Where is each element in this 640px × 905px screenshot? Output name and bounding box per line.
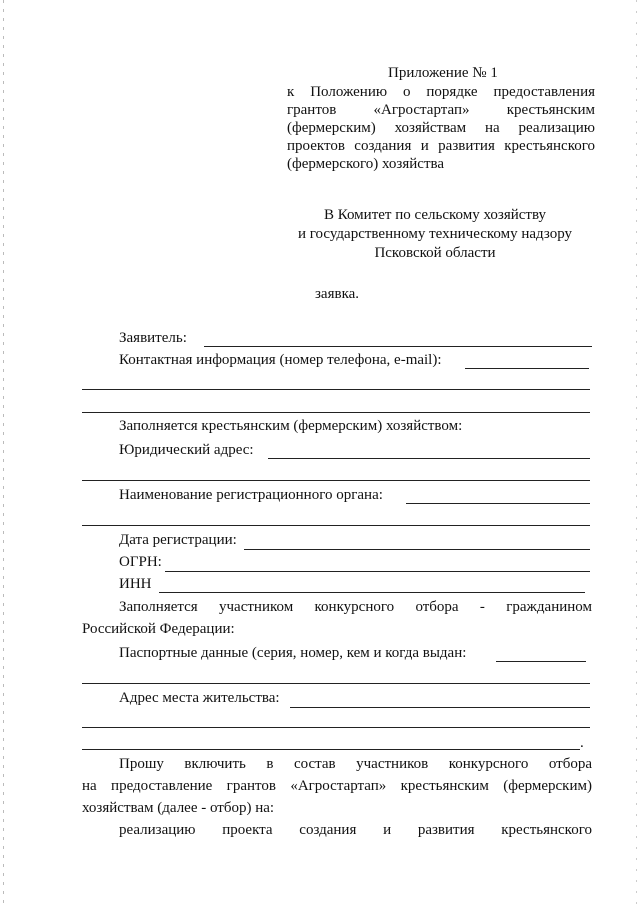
contact-extra-line-1[interactable] — [82, 389, 590, 390]
applicant-field-line[interactable] — [204, 346, 592, 347]
residence-address-label: Адрес места жительства: — [119, 690, 280, 706]
farm-section-heading: Заполняется крестьянским (фермерским) хозяйством: — [119, 418, 463, 434]
ogrn-label: ОГРН: — [119, 554, 162, 570]
residence-address-extra-line-1[interactable] — [82, 727, 590, 728]
scan-right-edge — [636, 0, 637, 905]
registration-body-extra-line[interactable] — [82, 525, 590, 526]
recipient-line-3: Псковской области — [374, 245, 496, 261]
contact-label: Контактная информация (номер телефона, e-mail): — [119, 352, 442, 368]
request-line-4: реализацию проекта создания и развития крестьянского — [119, 822, 592, 838]
annex-line-5: (фермерского) хозяйства — [287, 156, 445, 172]
citizen-section-heading-line-2: Российской Федерации: — [82, 621, 235, 637]
trailing-period: . — [580, 735, 584, 751]
contact-field-line[interactable] — [465, 368, 589, 369]
recipient-line-1: В Комитет по сельскому хозяйству — [323, 207, 547, 223]
passport-extra-line[interactable] — [82, 683, 590, 684]
request-line-3: хозяйствам (далее - отбор) на: — [82, 800, 275, 816]
annex-line-3: (фермерским) хозяйствам на реализацию — [287, 120, 595, 136]
recipient-line-2: и государственному техническому надзору — [297, 226, 573, 242]
registration-body-label: Наименование регистрационного органа: — [119, 487, 383, 503]
annex-title: Приложение № 1 — [388, 65, 498, 81]
passport-label: Паспортные данные (серия, номер, кем и когда выдан: — [119, 645, 467, 661]
contact-extra-line-2[interactable] — [82, 412, 590, 413]
inn-label: ИНН — [119, 576, 152, 592]
passport-field-line[interactable] — [496, 661, 586, 662]
legal-address-label: Юридический адрес: — [119, 442, 254, 458]
registration-date-label: Дата регистрации: — [119, 532, 237, 548]
legal-address-field-line[interactable] — [268, 458, 590, 459]
residence-address-field-line[interactable] — [290, 707, 590, 708]
legal-address-extra-line[interactable] — [82, 480, 590, 481]
annex-line-1: к Положению о порядке предоставления — [287, 84, 595, 100]
registration-body-field-line[interactable] — [406, 503, 590, 504]
document-type: заявка. — [315, 286, 360, 302]
annex-line-2: грантов «Агростартап» крестьянским — [287, 102, 595, 118]
registration-date-field-line[interactable] — [244, 549, 590, 550]
ogrn-field-line[interactable] — [165, 571, 590, 572]
citizen-section-heading-line-1: Заполняется участником конкурсного отбора - гражданином — [119, 599, 592, 615]
inn-field-line[interactable] — [159, 592, 585, 593]
annex-line-4: проектов создания и развития крестьянского — [287, 138, 595, 154]
applicant-label: Заявитель: — [119, 330, 187, 346]
request-line-2: на предоставление грантов «Агростартап» крестьянским (фермерским) — [82, 778, 592, 794]
request-line-1: Прошу включить в состав участников конкурсного отбора — [119, 756, 592, 772]
scan-left-edge — [3, 0, 4, 905]
residence-address-extra-line-2[interactable] — [82, 749, 580, 750]
